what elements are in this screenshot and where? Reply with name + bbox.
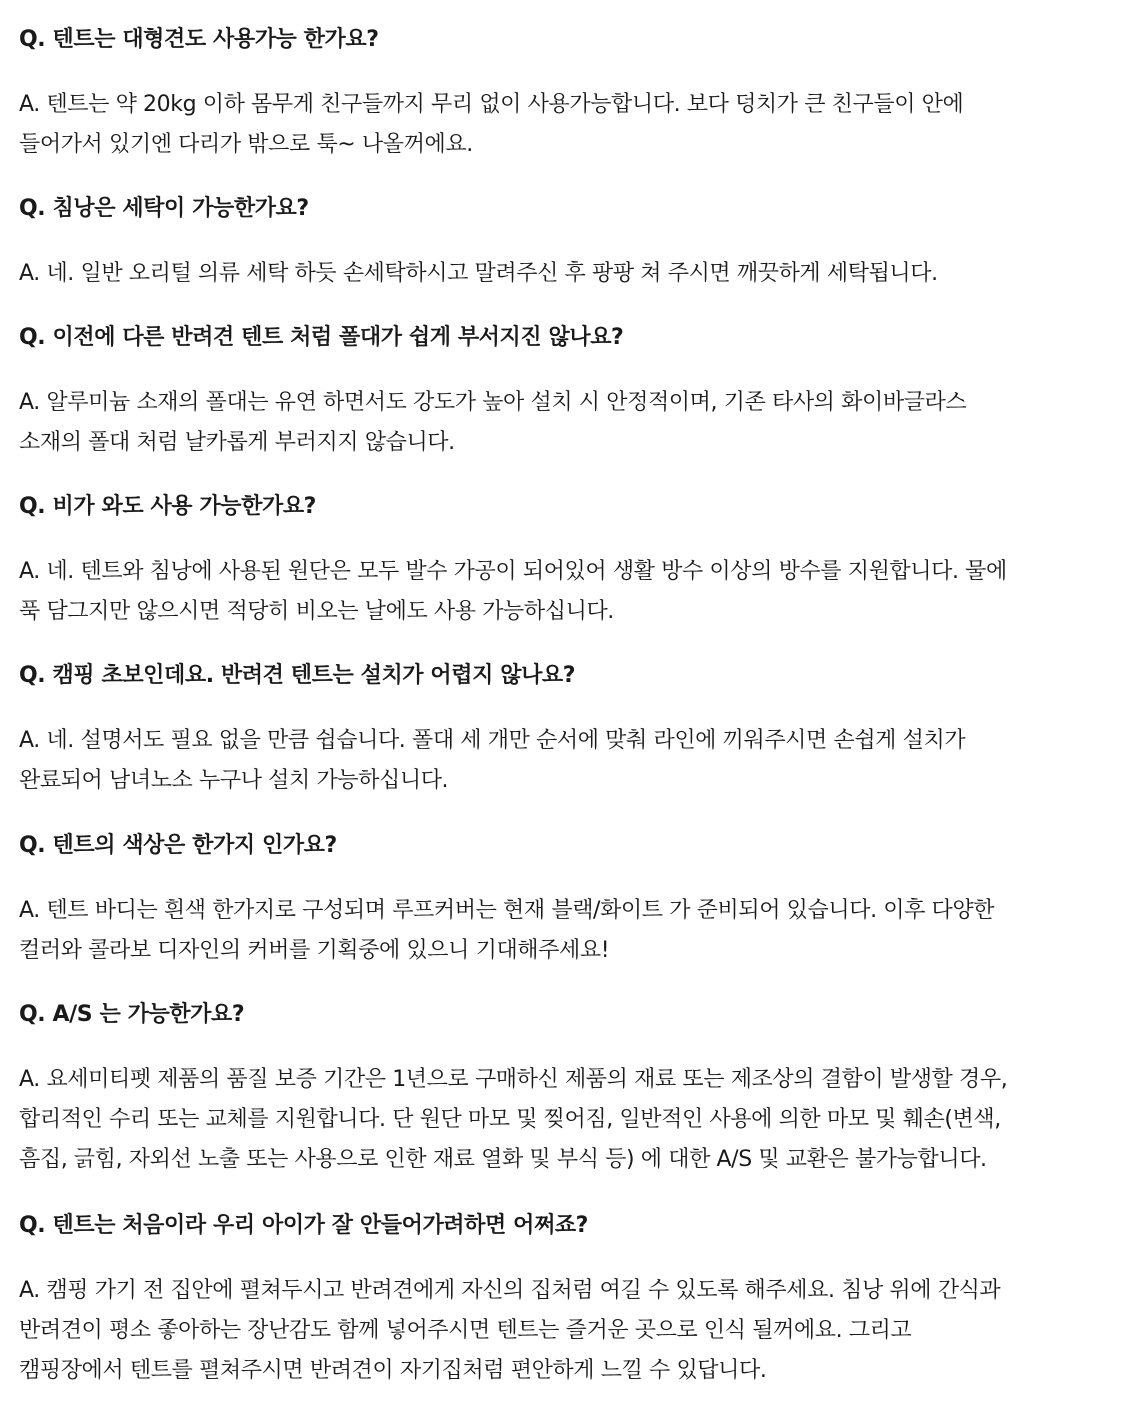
faq-answer-7-line-1: A. 요세미티펫 제품의 품질 보증 기간은 1년으로 구매하신 제품의 재료 또는 제조상의 결함이 발생할 경우, [19,1067,1008,1092]
faq-question-3: Q. 이전에 다른 반려견 텐트 처럼 폴대가 쉽게 부서지진 않나요? [19,325,624,350]
faq-question-7: Q. A/S 는 가능한가요? [19,1002,245,1027]
faq-question-1: Q. 텐트는 대형견도 사용가능 한가요? [19,27,379,52]
faq-answer-1-line-2: 들어가서 있기엔 다리가 밖으로 툭~ 나올꺼에요. [19,132,473,157]
faq-answer-7-line-3: 흠집, 긁힘, 자외선 노출 또는 사용으로 인한 재료 열화 및 부식 등) 에 대한 A/S 및 교환은 불가능합니다. [19,1147,987,1172]
faq-question-6: Q. 텐트의 색상은 한가지 인가요? [19,833,337,858]
faq-question-2: Q. 침낭은 세탁이 가능한가요? [19,196,309,221]
faq-answer-6 [19,891,1119,971]
faq-answer-1-line-1: A. 텐트는 약 20kg 이하 몸무게 친구들까지 무리 없이 사용가능합니다. 보다 덩치가 큰 친구들이 안에 [19,92,964,117]
faq-answer-4-line-2: 푹 담그지만 않으시면 적당히 비오는 날에도 사용 가능하십니다. [19,599,614,624]
faq-answer-7 [19,1060,1119,1180]
faq-answer-4 [19,552,1119,632]
faq-answer-5 [19,721,1119,801]
faq-answer-2 [19,254,1119,294]
faq-answer-8 [19,1271,1119,1391]
faq-answer-8-line-2: 반려견이 평소 좋아하는 장난감도 함께 넣어주시면 텐트는 즐거운 곳으로 인식 될꺼에요. 그리고 [19,1318,912,1343]
faq-answer-2-line-1: A. 네. 일반 오리털 의류 세탁 하듯 손세탁하시고 말려주신 후 팡팡 쳐 주시면 깨끗하게 세탁됩니다. [19,261,938,286]
faq-answer-3-line-2: 소재의 폴대 처럼 날카롭게 부러지지 않습니다. [19,430,455,455]
faq-question-5: Q. 캠핑 초보인데요. 반려견 텐트는 설치가 어렵지 않나요? [19,663,576,688]
faq-answer-3-line-1: A. 알루미늄 소재의 폴대는 유연 하면서도 강도가 높아 설치 시 안정적이며, 기존 타사의 화이바글라스 [19,390,967,415]
faq-answer-8-line-3: 캠핑장에서 텐트를 펼쳐주시면 반려견이 자기집처럼 편안하게 느낄 수 있답니다. [19,1358,767,1383]
faq-answer-5-line-1: A. 네. 설명서도 필요 없을 만큼 쉽습니다. 폴대 세 개만 순서에 맞춰 라인에 끼워주시면 손쉽게 설치가 [19,728,966,753]
faq-answer-5-line-2: 완료되어 남녀노소 누구나 설치 가능하십니다. [19,768,449,793]
faq-answer-7-line-2: 합리적인 수리 또는 교체를 지원합니다. 단 원단 마모 및 찢어짐, 일반적인 사용에 의한 마모 및 훼손(변색, [19,1107,1001,1132]
faq-question-8: Q. 텐트는 처음이라 우리 아이가 잘 안들어가려하면 어쩌죠? [19,1213,589,1238]
faq-answer-1 [19,85,1119,165]
faq-answer-4-line-1: A. 네. 텐트와 침낭에 사용된 원단은 모두 발수 가공이 되어있어 생활 방수 이상의 방수를 지원합니다. 물에 [19,559,1007,584]
faq-answer-6-line-2: 컬러와 콜라보 디자인의 커버를 기획중에 있으니 기대해주세요! [19,938,610,963]
faq-answer-6-line-1: A. 텐트 바디는 흰색 한가지로 구성되며 루프커버는 현재 블랙/화이트 가 준비되어 있습니다. 이후 다양한 [19,898,995,923]
faq-question-4: Q. 비가 와도 사용 가능한가요? [19,494,317,519]
faq-answer-8-line-1: A. 캠핑 가기 전 집안에 펼쳐두시고 반려견에게 자신의 집처럼 여길 수 있도록 해주세요. 침낭 위에 간식과 [19,1278,1001,1303]
faq-answer-3 [19,383,1119,463]
